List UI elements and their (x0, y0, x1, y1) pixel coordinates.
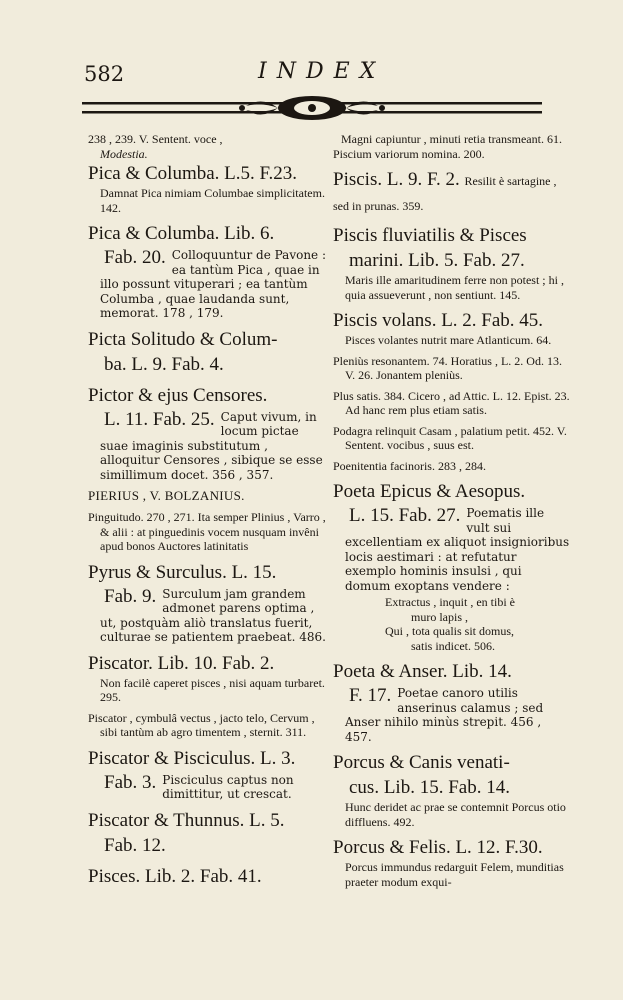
continuation-line: Magni capiuntur , minuti retia transmeant. 61. (341, 132, 562, 146)
index-entry (333, 354, 570, 383)
entry-text: Surculum jam grandem admonet parens optima , ut, postquàm aliò translatus fuerit, culturae se patientem praebeat. 486. (100, 586, 326, 644)
index-entry (333, 167, 570, 217)
entry-text: Podagra relinquit Casam , palatium petit. 452. V. Sentent. vocibus , suus est. (333, 423, 567, 452)
index-entry (88, 808, 326, 858)
entry-heading: Poeta Epicus & Aesopus. (333, 481, 526, 502)
entry-heading: PIERIUS , V. BOLZANIUS. (88, 488, 245, 503)
continuation-line: 238 , 239. V. Sentent. voce , Modestia. (88, 132, 223, 161)
entry-text: Piscium variorum nomina. 200. (333, 146, 485, 161)
index-entry (88, 327, 326, 377)
index-entry (333, 147, 570, 162)
entry-text: Non facilè caperet pisces , nisi aquam turbaret. 295. (100, 675, 325, 704)
index-entry (333, 308, 570, 348)
entry-heading: Piscator & Pisciculus. L. 3. (88, 747, 296, 769)
index-entry (88, 651, 326, 705)
quoted-verse: Extractus , inquit , en tibi è muro lapis , Qui , tota qualis sit domus, satis indicet. 506. (385, 595, 515, 653)
entry-heading: Pyrus & Surculus. L. 15. (88, 561, 277, 583)
entry-heading: Porcus & Felis. L. 12. F.30. (333, 837, 543, 858)
entry-heading: Porcus & Canis venati- (333, 752, 510, 773)
entry-fable-ref: F. 17. (349, 685, 392, 706)
entry-text: Pinguitudo. 270 , 271. Ita semper Plinius , Varro , & alii : at pinguedinis vocem nusquam invêni apud bonos Auctores latinitatis (88, 510, 326, 553)
entry-text: Pisces volantes nutrit mare Atlanticum. 64. (345, 333, 552, 347)
index-entry (88, 161, 326, 215)
entry-heading-cont: marini. Lib. 5. Fab. 27. (349, 250, 525, 271)
entry-heading: Piscis fluviatilis & Pisces (333, 225, 527, 246)
entry-text: Pleniùs resonantem. 74. Horatius , L. 2. Od. 13. V. 26. Jonantem pleniùs. (333, 353, 562, 382)
entry-fable-ref: cus. Lib. 15. Fab. 14. (349, 777, 510, 798)
entry-fable-ref: Fab. 9. (104, 585, 157, 607)
entry-text: Poenitentia facinoris. 283 , 284. (333, 458, 486, 473)
index-entry (333, 459, 570, 474)
entry-fable-ref: Fab. 3. (104, 771, 157, 793)
entry-text: Poetae canoro utilis anserinus calamus ; sed Anser nihilo minùs strepit. 456 , 457. (345, 686, 544, 744)
index-entry (88, 864, 326, 889)
entry-text: Plus satis. 384. Cicero , ad Attic. L. 12. Epist. 23. Ad hanc rem plus etiam satis. (333, 388, 570, 417)
entry-fable-ref: Fab. 20. (104, 247, 166, 268)
index-entry (88, 488, 326, 504)
index-entry (333, 659, 570, 744)
index-entry (333, 835, 570, 889)
entry-fable-ref: Fab. 12. (104, 834, 166, 856)
index-entry (88, 711, 326, 740)
entry-heading: Piscis. L. 9. F. 2. Resilit è sartagine , sed in prunas. 359. (333, 169, 557, 213)
index-entry (88, 221, 326, 321)
entry-text: Pisciculus captus non dimittitur, ut crescat. (162, 772, 294, 801)
entry-text: Damnat Pica nimiam Columbae simplicitatem. 142. (100, 186, 325, 215)
entry-text: Piscator , cymbulâ vectus , jacto telo, Cervum , sibi tantùm ab agro timentem , sternit. 311. (88, 710, 315, 739)
entry-heading: Pica & Columba. Lib. 6. (88, 223, 275, 244)
index-entry (88, 383, 326, 483)
left-column (88, 132, 326, 895)
entry-text: Colloquuntur de Pavone : ea tantùm Pica , quae in illo possunt vituperari ; ea tantùm Columba , quae laudanda sunt, memorat. 178 , 179. (100, 248, 327, 320)
entry-text: Poematis ille vult sui excellentiam ex aliquot insignioribus locis aestimari : at refutatur exemplo hominis insulsi , qui domum exoptans vendere : (345, 506, 570, 593)
index-entry (88, 560, 326, 645)
entry-text: Caput vivum, in locum pictae suae imaginis substitutum , alloquitur Censores , sibique se esse simillimum docet. 356 , 357. (100, 409, 323, 482)
entry-heading: Poeta & Anser. Lib. 14. (333, 661, 512, 682)
entry-heading: Pisces. Lib. 2. Fab. 41. (88, 865, 262, 887)
index-entry (333, 479, 570, 653)
entry-text: Maris ille amaritudinem ferre non potest ; hi , quia assueverunt , non sentiunt. 145. (345, 273, 564, 302)
entry-fable-ref: L. 11. Fab. 25. (104, 408, 215, 430)
entry-heading: Piscis volans. L. 2. Fab. 45. (333, 310, 544, 331)
entry-heading: Piscator. Lib. 10. Fab. 2. (88, 652, 275, 674)
entry-heading-cont: ba. L. 9. Fab. 4. (104, 353, 224, 375)
right-column (333, 132, 570, 895)
running-title: INDEX (258, 59, 386, 84)
ornamental-rule (82, 92, 542, 124)
entry-heading: Piscator & Thunnus. L. 5. (88, 809, 285, 831)
index-entry (333, 750, 570, 829)
index-entry (88, 746, 326, 802)
entry-heading: Pictor & ejus Censores. (88, 384, 268, 406)
index-entry (88, 510, 326, 554)
page-number: 582 (84, 62, 125, 86)
index-entry (333, 424, 570, 453)
index-entry (333, 389, 570, 418)
entry-text: Resilit è sartagine , sed in prunas. 359. (333, 174, 557, 213)
entry-heading: Pica & Columba. L.5. F.23. (88, 163, 298, 184)
index-entry (333, 223, 570, 302)
entry-heading: Picta Solitudo & Colum- (88, 328, 278, 350)
entry-text: Hunc deridet ac prae se contemnit Porcus otio diffluens. 492. (345, 800, 566, 829)
entry-fable-ref: L. 15. Fab. 27. (349, 505, 461, 526)
entry-text: Porcus immundus redarguit Felem, munditias praeter modum exqui- (345, 860, 564, 889)
